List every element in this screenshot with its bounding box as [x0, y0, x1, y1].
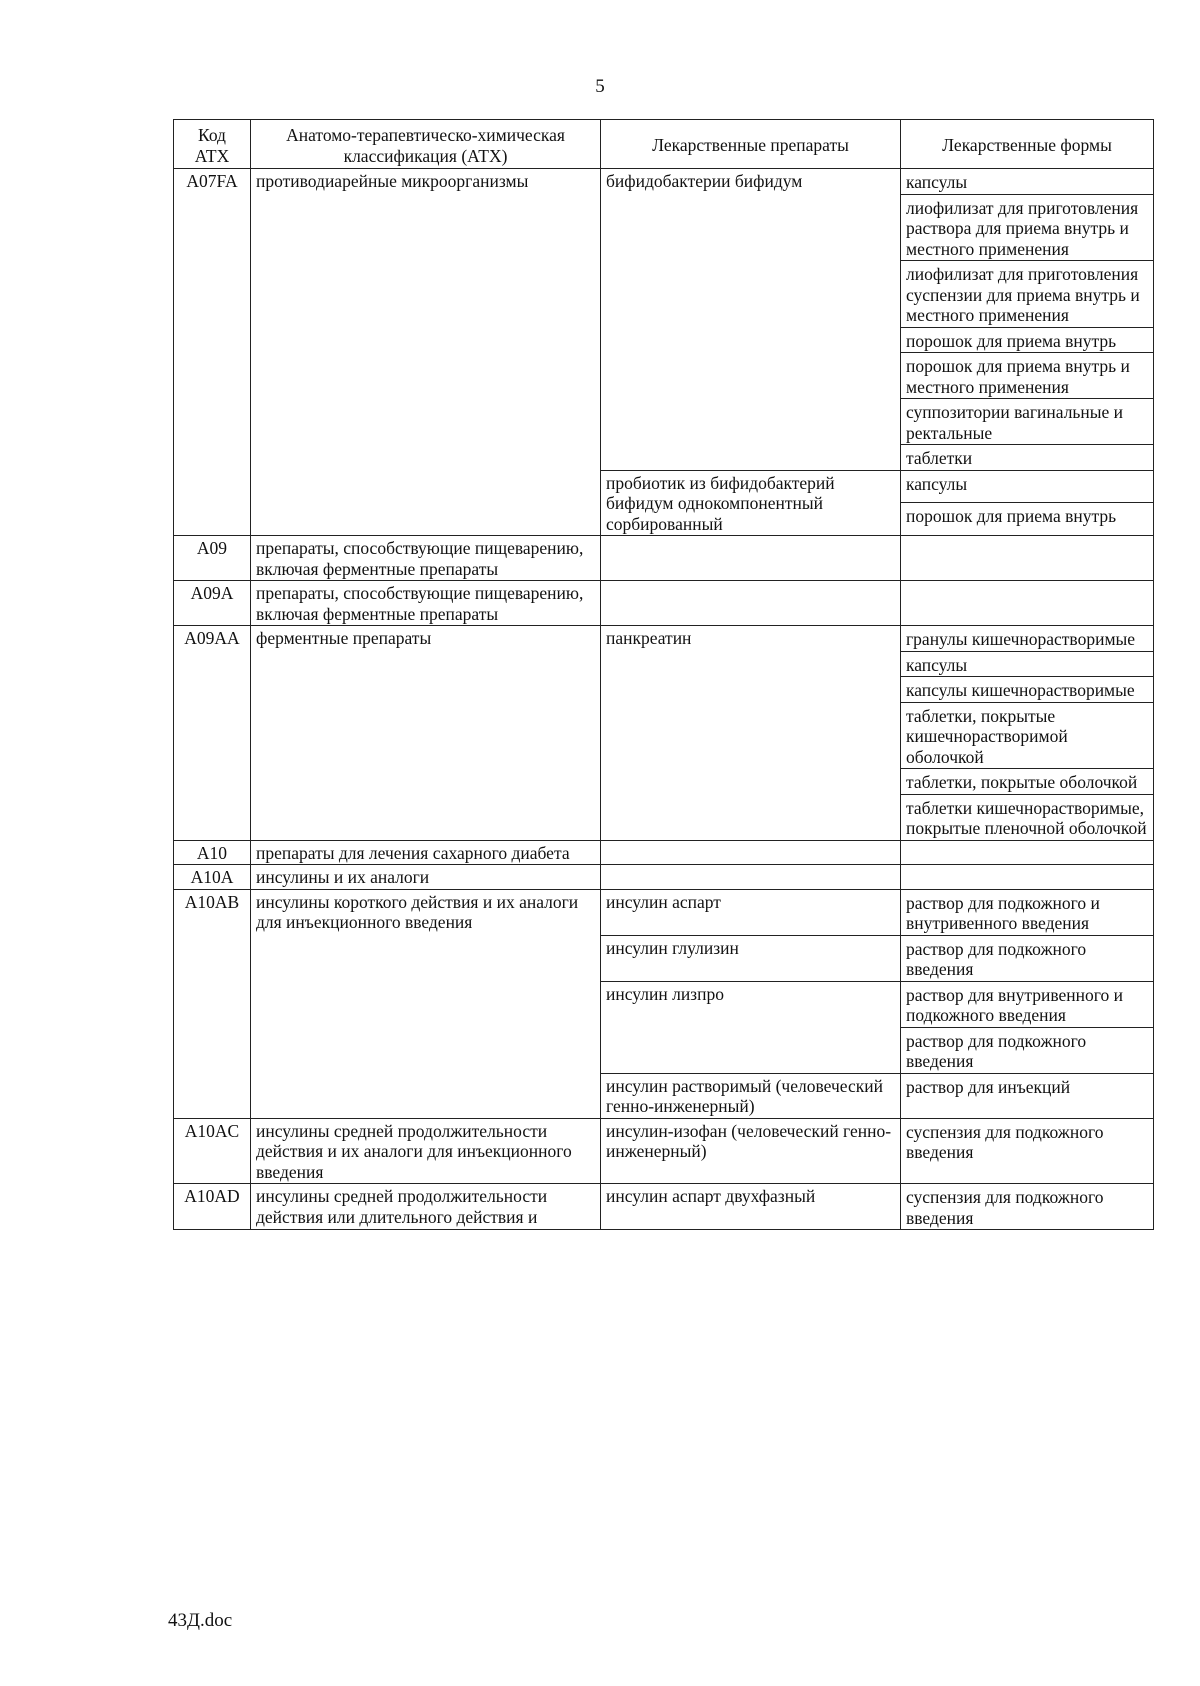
dosage-form: таблетки, покрытые кишечнорастворимой оболочкой [901, 702, 1154, 769]
atx-code: A10AB [174, 889, 251, 1118]
atx-code: A07FA [174, 169, 251, 536]
table-row [174, 865, 1154, 890]
drug-name: инсулин аспарт [601, 889, 901, 935]
dosage-form: таблетки, покрытые оболочкой [901, 769, 1154, 795]
table-row [174, 840, 1154, 865]
page-number: 5 [595, 76, 605, 97]
drug-name-empty [601, 840, 901, 865]
dosage-form: порошок для приема внутрь и местного применения [901, 353, 1154, 399]
dosage-form: раствор для внутривенного и подкожного введения [901, 981, 1154, 1027]
atx-classification: инсулины средней продолжительности действия или длительного действия и [251, 1184, 601, 1230]
dosage-form: гранулы кишечнорастворимые [901, 626, 1154, 652]
dosage-form: порошок для приема внутрь [901, 327, 1154, 353]
dosage-form: капсулы кишечнорастворимые [901, 677, 1154, 703]
drug-name-empty [601, 536, 901, 581]
dosage-form: капсулы [901, 651, 1154, 677]
drug-name-empty [601, 865, 901, 890]
drug-name: бифидобактерии бифидум [601, 169, 901, 471]
dosage-form: порошок для приема внутрь [901, 503, 1154, 536]
table-row [174, 169, 1154, 195]
atx-code: A09AA [174, 626, 251, 841]
dosage-form-empty [901, 840, 1154, 865]
drug-name: пробиотик из бифидобактерий бифидум однокомпонентный сорбированный [601, 470, 901, 536]
table-row [174, 1184, 1154, 1230]
atx-classification: инсулины короткого действия и их аналоги для инъекционного введения [251, 889, 601, 1118]
dosage-form: раствор для инъекций [901, 1073, 1154, 1118]
atx-classification: противодиарейные микроорганизмы [251, 169, 601, 536]
dosage-form: суспензия для подкожного введения [901, 1118, 1154, 1184]
dosage-form: раствор для подкожного введения [901, 1027, 1154, 1073]
dosage-form: раствор для подкожного и внутривенного введения [901, 889, 1154, 935]
dosage-form: раствор для подкожного введения [901, 935, 1154, 981]
atx-code: A10 [174, 840, 251, 865]
table-row [174, 581, 1154, 626]
atx-classification: ферментные препараты [251, 626, 601, 841]
table-body [174, 169, 1154, 1230]
drug-name-empty [601, 581, 901, 626]
drug-name: инсулин глулизин [601, 935, 901, 981]
table-row [174, 1118, 1154, 1184]
drug-name: инсулин растворимый (человеческий генно-инженерный) [601, 1073, 901, 1118]
drug-name: инсулин лизпро [601, 981, 901, 1073]
dosage-form: таблетки [901, 445, 1154, 471]
dosage-form: лиофилизат для приготовления раствора для приема внутрь и местного применения [901, 194, 1154, 261]
drug-name: инсулин аспарт двухфазный [601, 1184, 901, 1230]
drug-name: панкреатин [601, 626, 901, 841]
atx-code: A09 [174, 536, 251, 581]
atx-code: A10AD [174, 1184, 251, 1230]
atx-classification: инсулины средней продолжительности действия и их аналоги для инъекционного введения [251, 1118, 601, 1184]
footer-filename: 43Д.doc [168, 1610, 233, 1631]
atx-code: A10A [174, 865, 251, 890]
dosage-form: таблетки кишечнорастворимые, покрытые пленочной оболочкой [901, 794, 1154, 840]
table-row [174, 889, 1154, 935]
atx-code: A09A [174, 581, 251, 626]
atx-table [173, 119, 1154, 1230]
dosage-form: капсулы [901, 470, 1154, 503]
table-row [174, 626, 1154, 652]
header-drugs: Лекарственные препараты [601, 120, 901, 169]
dosage-form: лиофилизат для приготовления суспензии для приема внутрь и местного применения [901, 261, 1154, 328]
table-header-row [174, 120, 1154, 169]
dosage-form-empty [901, 581, 1154, 626]
dosage-form: суппозитории вагинальные и ректальные [901, 399, 1154, 445]
drug-name: инсулин-изофан (человеческий генно-инженерный) [601, 1118, 901, 1184]
header-forms: Лекарственные формы [901, 120, 1154, 169]
dosage-form-empty [901, 536, 1154, 581]
atx-classification: препараты, способствующие пищеварению, включая ферментные препараты [251, 536, 601, 581]
dosage-form: капсулы [901, 169, 1154, 195]
atx-classification: препараты, способствующие пищеварению, включая ферментные препараты [251, 581, 601, 626]
dosage-form: суспензия для подкожного введения [901, 1184, 1154, 1230]
table-row [174, 536, 1154, 581]
header-classification: Анатомо-терапевтическо-химическая классификация (АТХ) [251, 120, 601, 169]
atx-classification: препараты для лечения сахарного диабета [251, 840, 601, 865]
dosage-form-empty [901, 865, 1154, 890]
atx-classification: инсулины и их аналоги [251, 865, 601, 890]
header-code: Код АТХ [174, 120, 251, 169]
atx-code: A10AC [174, 1118, 251, 1184]
